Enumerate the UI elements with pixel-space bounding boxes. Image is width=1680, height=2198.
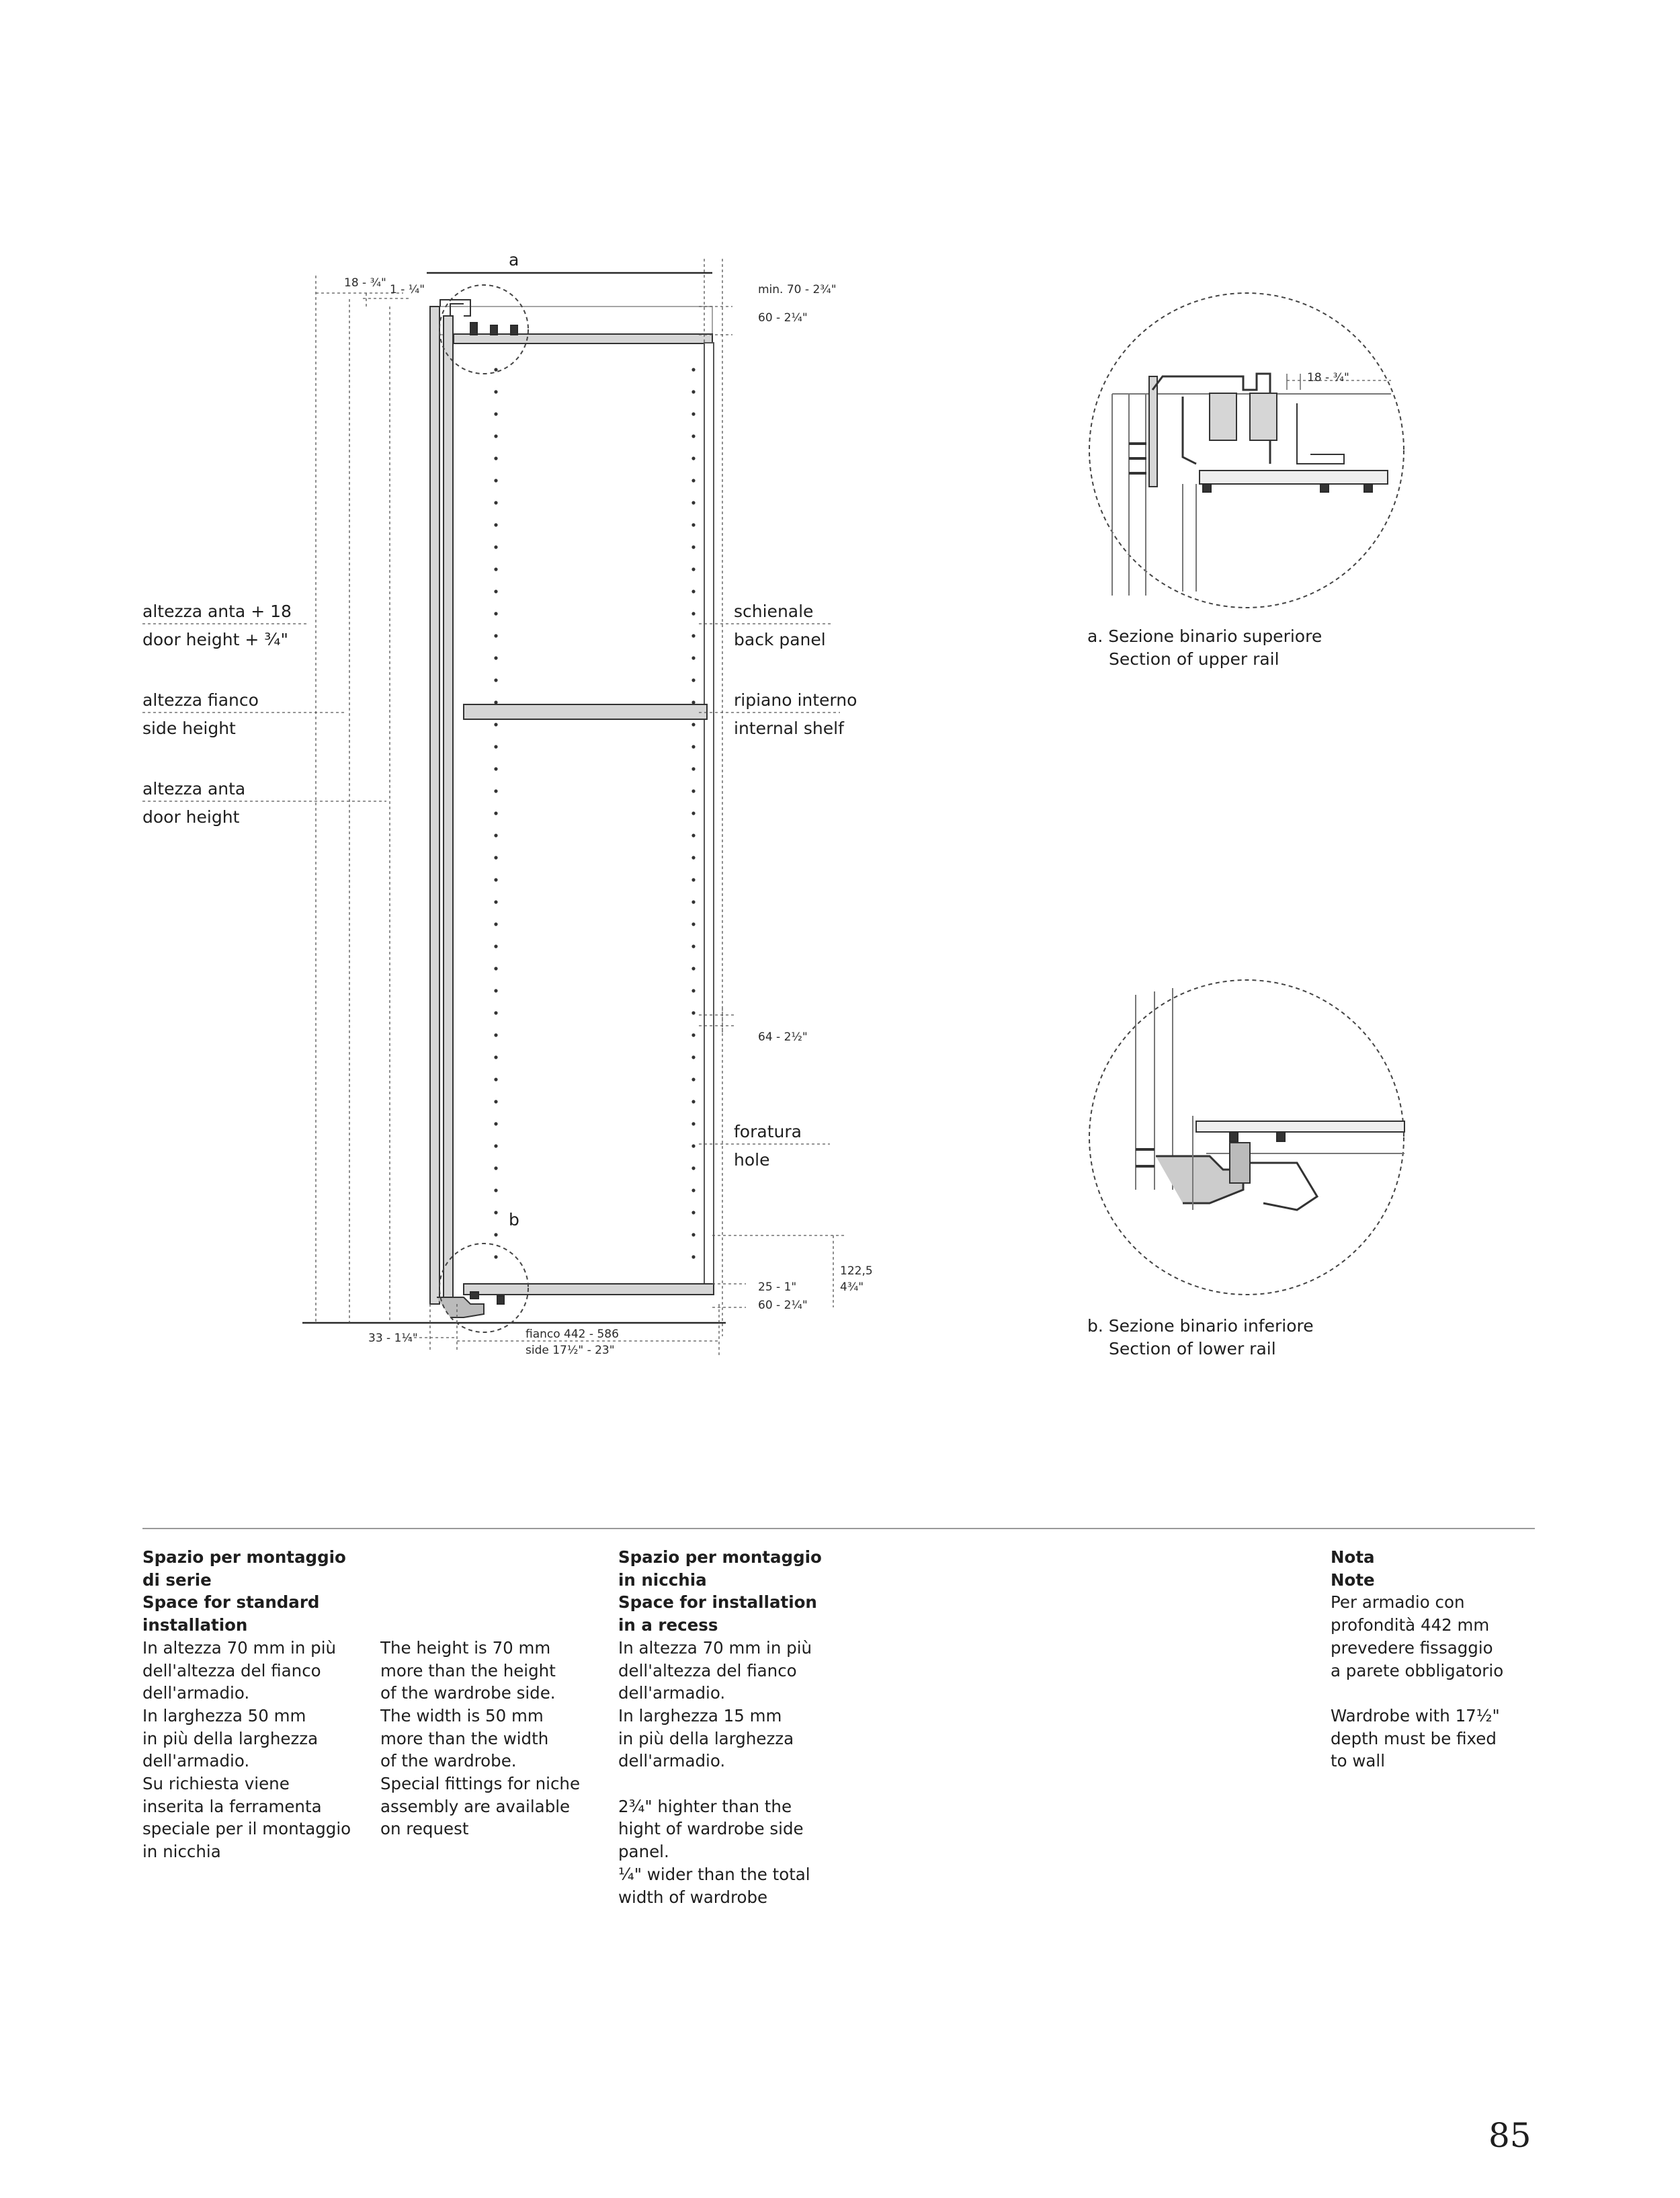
hole-dot <box>691 434 695 438</box>
hole-pattern <box>494 368 695 1258</box>
dim-hole-spacing: 64 - 2½" <box>758 1030 808 1044</box>
dimension-lines <box>142 259 847 1358</box>
hole-dot <box>691 545 695 548</box>
standard-en-line: more than the width <box>380 1728 549 1748</box>
recess-title-line: Space for installation <box>618 1592 817 1613</box>
hole-dot <box>494 1077 497 1081</box>
hole-dot <box>494 456 497 460</box>
hole-dot <box>691 523 695 526</box>
dim-bottom-rail: 60 - 2¼" <box>758 1299 808 1312</box>
hole-dot <box>494 523 497 526</box>
recess-title-line: in nicchia <box>618 1570 707 1590</box>
hole-dot <box>691 412 695 415</box>
hole-dot <box>494 1166 497 1170</box>
hole-dot <box>494 811 497 815</box>
standard-installation-it <box>142 1546 371 1863</box>
dim-side-depth-en: side 17½" - 23" <box>526 1344 615 1357</box>
hole-dot <box>494 479 497 482</box>
dim-door-depth: 33 - 1¼" <box>368 1332 418 1345</box>
label-door-height-plus-18-it: altezza anta + 18 <box>142 602 292 621</box>
hole-dot <box>494 900 497 903</box>
recess-title-line: in a recess <box>618 1615 718 1635</box>
hole-dot <box>691 723 695 726</box>
hole-dot <box>691 1100 695 1103</box>
hole-dot <box>494 501 497 504</box>
note-title-line: Note <box>1331 1570 1375 1590</box>
hole-dot <box>691 678 695 682</box>
detail-a-section <box>1089 293 1404 608</box>
hole-dot <box>691 634 695 637</box>
hole-dot <box>691 1055 695 1059</box>
standard-it-line: In altezza 70 mm in più <box>142 1637 337 1658</box>
hole-dot <box>494 612 497 615</box>
hole-dot <box>494 368 497 371</box>
note-it-line: profondità 442 mm <box>1331 1615 1490 1635</box>
note-column <box>1331 1546 1546 1773</box>
hole-dot <box>494 678 497 682</box>
hole-dot <box>494 545 497 548</box>
hole-dot <box>691 1211 695 1214</box>
hole-dot <box>494 767 497 770</box>
hole-dot <box>691 1122 695 1125</box>
hole-dot <box>691 900 695 903</box>
label-internal-shelf-it: ripiano interno <box>734 690 857 710</box>
standard-title-line: installation <box>142 1615 248 1635</box>
recess-en-line: ¼" wider than the total <box>618 1864 810 1884</box>
label-back-panel-en: back panel <box>734 630 826 649</box>
hole-dot <box>691 745 695 748</box>
hole-dot <box>494 1144 497 1147</box>
hole-dot <box>691 989 695 992</box>
hole-dot <box>691 944 695 948</box>
note-en-line: to wall <box>1331 1751 1386 1771</box>
hole-dot <box>691 833 695 837</box>
internal-shelf <box>464 704 707 719</box>
recess-it-line: dell'armadio. <box>618 1683 726 1703</box>
hole-dot <box>691 501 695 504</box>
main-elevation-view <box>302 273 726 1332</box>
hole-dot <box>691 878 695 881</box>
hole-dot <box>691 1144 695 1147</box>
standard-it-line: dell'armadio. <box>142 1751 250 1771</box>
hole-dot <box>691 1077 695 1081</box>
standard-en-line: of the wardrobe. <box>380 1751 517 1771</box>
standard-en-line: Special fittings for niche <box>380 1774 581 1794</box>
hole-dot <box>691 1233 695 1236</box>
dim-top-door-overlap: 18 - ¾" <box>344 276 386 290</box>
hole-dot <box>494 434 497 438</box>
note-it-line: a parete obbligatorio <box>1331 1660 1504 1680</box>
standard-title-line: Space for standard <box>142 1592 320 1613</box>
recess-en-line: panel. <box>618 1842 669 1862</box>
hole-dot <box>494 745 497 748</box>
note-it-line: prevedere fissaggio <box>1331 1637 1493 1658</box>
detail-marker-a: a <box>509 250 519 270</box>
hole-dot <box>494 1100 497 1103</box>
dim-bottom-total-b: 4¾" <box>840 1280 864 1294</box>
hole-dot <box>494 922 497 926</box>
standard-it-line: dell'armadio. <box>142 1683 250 1703</box>
hole-dot <box>494 878 497 881</box>
hole-dot <box>494 589 497 593</box>
standard-installation-en <box>380 1637 609 1840</box>
hole-dot <box>494 723 497 726</box>
hole-dot <box>691 856 695 859</box>
recess-en-line: width of wardrobe <box>618 1887 768 1907</box>
hole-dot <box>494 412 497 415</box>
hole-dot <box>494 1122 497 1125</box>
recess-it-line: In altezza 70 mm in più <box>618 1637 812 1658</box>
hole-dot <box>691 767 695 770</box>
standard-en-line: of the wardrobe side. <box>380 1683 556 1703</box>
note-it-line: Per armadio con <box>1331 1592 1465 1613</box>
label-hole-en: hole <box>734 1150 770 1170</box>
hole-dot <box>691 479 695 482</box>
hole-dot <box>494 1233 497 1236</box>
note-en-line: depth must be fixed <box>1331 1728 1497 1748</box>
note-en-line: Wardrobe with 17½" <box>1331 1705 1500 1725</box>
detail-a-caption-en: Section of upper rail <box>1109 649 1279 669</box>
hole-dot <box>494 1033 497 1036</box>
label-internal-shelf-en: internal shelf <box>734 719 844 738</box>
hole-dot <box>494 1188 497 1192</box>
recess-title-line: Spazio per montaggio <box>618 1547 822 1567</box>
recess-it-line: In larghezza 15 mm <box>618 1705 782 1725</box>
hole-dot <box>494 1255 497 1258</box>
label-side-height-en: side height <box>142 719 236 738</box>
hole-dot <box>691 700 695 704</box>
standard-it-line: dell'altezza del fianco <box>142 1660 321 1680</box>
label-door-height-it: altezza anta <box>142 779 246 799</box>
detail-b-section <box>1089 980 1404 1295</box>
hole-dot <box>494 700 497 704</box>
label-side-height-it: altezza fianco <box>142 690 259 710</box>
label-door-height-en: door height <box>142 807 240 827</box>
hole-dot <box>691 456 695 460</box>
dim-top-rail: 60 - 2¼" <box>758 311 808 325</box>
detail-marker-b: b <box>509 1210 519 1229</box>
hole-dot <box>494 989 497 992</box>
hole-dot <box>691 567 695 571</box>
standard-title-line: di serie <box>142 1570 212 1590</box>
standard-en-line: assembly are available <box>380 1796 571 1816</box>
side-panel <box>704 343 714 1288</box>
hole-dot <box>691 1166 695 1170</box>
hole-dot <box>691 967 695 970</box>
hole-dot <box>494 967 497 970</box>
hole-dot <box>494 856 497 859</box>
hole-dot <box>691 589 695 593</box>
detail-a-caption-it: a. Sezione binario superiore <box>1087 626 1322 646</box>
standard-it-line: Su richiesta viene <box>142 1774 290 1794</box>
recess-it-line: in più della larghezza <box>618 1728 794 1748</box>
hole-dot <box>494 656 497 659</box>
hole-dot <box>691 368 695 371</box>
hole-dot <box>494 634 497 637</box>
hole-dot <box>691 922 695 926</box>
recess-en-line: 2¾" highter than the <box>618 1796 792 1816</box>
inner-door <box>444 316 453 1299</box>
hole-dot <box>494 567 497 571</box>
hole-dot <box>691 1011 695 1014</box>
hole-dot <box>691 1255 695 1258</box>
standard-title-line: Spazio per montaggio <box>142 1547 346 1567</box>
standard-en-line: The height is 70 mm <box>380 1637 551 1658</box>
detail-b-caption-it: b. Sezione binario inferiore <box>1087 1316 1314 1336</box>
hole-dot <box>691 612 695 615</box>
hole-dot <box>691 656 695 659</box>
standard-en-line: more than the height <box>380 1660 556 1680</box>
hole-dot <box>691 1188 695 1192</box>
hole-dot <box>494 390 497 393</box>
standard-it-line: In larghezza 50 mm <box>142 1705 306 1725</box>
standard-it-line: speciale per il montaggio <box>142 1819 351 1839</box>
standard-it-line: in nicchia <box>142 1842 221 1862</box>
recess-it-line: dell'armadio. <box>618 1751 726 1771</box>
standard-en-line: on request <box>380 1819 469 1839</box>
top-board <box>454 334 712 343</box>
outer-door <box>430 307 439 1304</box>
dim-side-depth-it: fianco 442 - 586 <box>526 1328 619 1341</box>
dim-top-min: min. 70 - 2¾" <box>758 283 837 296</box>
hole-dot <box>494 1055 497 1059</box>
hole-dot <box>691 811 695 815</box>
hole-dot <box>691 1033 695 1036</box>
hole-dot <box>691 390 695 393</box>
hole-dot <box>494 1211 497 1214</box>
dim-top-rail-gap: 1 - ¼" <box>390 283 425 296</box>
label-back-panel-it: schienale <box>734 602 814 621</box>
hole-dot <box>494 944 497 948</box>
recess-en-line: hight of wardrobe side <box>618 1819 804 1839</box>
hole-dot <box>494 833 497 837</box>
detail-a-dimension: 18 - ¾" <box>1307 371 1349 384</box>
hole-dot <box>494 1011 497 1014</box>
standard-it-line: inserita la ferramenta <box>142 1796 322 1816</box>
dim-bottom-total-a: 122,5 <box>840 1264 873 1278</box>
dim-bottom-gap: 25 - 1" <box>758 1280 797 1294</box>
note-title-line: Nota <box>1331 1547 1375 1567</box>
hole-dot <box>494 789 497 792</box>
standard-it-line: in più della larghezza <box>142 1728 319 1748</box>
label-door-height-plus-18-en: door height + ¾" <box>142 630 288 649</box>
page-number: 85 <box>1488 2116 1531 2155</box>
recess-it-line: dell'altezza del fianco <box>618 1660 797 1680</box>
notes-divider <box>142 1528 1535 1529</box>
bottom-board <box>464 1284 714 1295</box>
detail-b-caption-en: Section of lower rail <box>1109 1339 1276 1358</box>
label-hole-it: foratura <box>734 1122 802 1141</box>
standard-en-line: The width is 50 mm <box>380 1705 544 1725</box>
hole-dot <box>691 789 695 792</box>
recess-installation <box>618 1546 847 1908</box>
